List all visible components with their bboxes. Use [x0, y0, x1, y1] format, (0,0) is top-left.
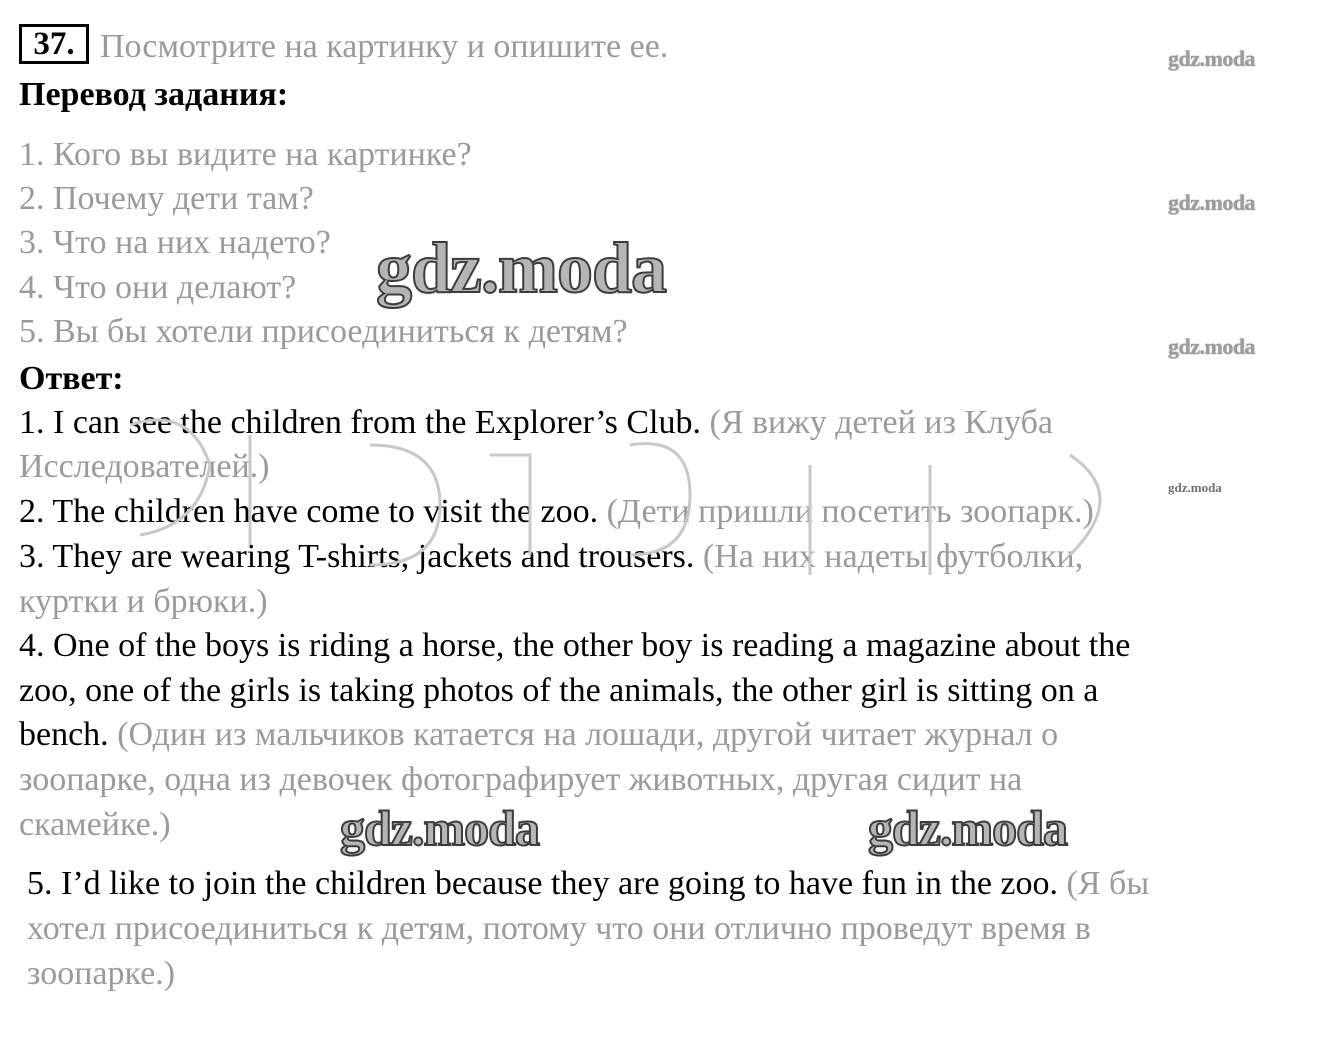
question-4: 4. Что они делают? — [19, 269, 297, 306]
watermark-small-2: gdz.moda — [1168, 190, 1256, 215]
answer-4-line-5: скамейке.) — [19, 806, 171, 843]
answer-5-line-3: зоопарке.) — [27, 955, 176, 992]
answer-3-line-1 — [19, 534, 1083, 579]
answer-2-russian: (Дети пришли посетить зоопарк.) — [606, 493, 1094, 530]
answer-4-line-1: 4. One of the boys is riding a horse, the other boy is reading a magazine about the — [19, 627, 1131, 664]
question-1: 1. Кого вы видите на картинке? — [19, 136, 472, 173]
answer-4-line-3 — [19, 712, 1058, 757]
answer-3-russian: (На них надеты футболки, — [702, 538, 1084, 575]
answer-5-english: 5. I’d like to join the children because they are going to have fun in the zoo. — [27, 865, 1059, 902]
answer-4-line-4: зоопарке, одна из девочек фотографирует животных, другая сидит на — [19, 761, 1023, 798]
answer-4-russian: (Один из мальчиков катается на лошади, другой читает журнал о — [117, 716, 1059, 753]
answer-5-russian: (Я бы — [1066, 865, 1150, 902]
answer-1-line-1 — [19, 400, 1053, 445]
answer-5-line-2: хотел присоединиться к детям, потому что они отлично проведут время в — [27, 910, 1091, 947]
answer-2-line — [19, 489, 1094, 534]
answer-1-english: 1. I can see the children from the Explorer’s Club. — [19, 404, 701, 441]
answer-1-line-2: Исследователей.) — [19, 448, 270, 485]
answer-3-english: 3. They are wearing T-shirts, jackets and trousers. — [19, 538, 695, 575]
question-2: 2. Почему дети там? — [19, 180, 314, 217]
watermark-large-2: gdz.moda — [340, 800, 539, 856]
task-instruction: Посмотрите на картинку и опишите ее. — [100, 28, 669, 65]
translation-heading: Перевод задания: — [19, 76, 289, 113]
watermark-small-1: gdz.moda — [1168, 46, 1256, 71]
answer-5-line-1 — [27, 861, 1149, 906]
answer-4-line-2: zoo, one of the girls is taking photos of the animals, the other girl is sitting on a — [19, 672, 1099, 709]
answer-1-russian: (Я вижу детей из Клуба — [709, 404, 1053, 441]
question-3: 3. Что на них надето? — [19, 224, 331, 261]
answer-2-english: 2. The children have come to visit the zoo. — [19, 493, 599, 530]
answer-heading: Ответ: — [19, 360, 124, 397]
watermark-tiny: gdz.moda — [1168, 480, 1222, 495]
watermark-large-1: gdz.moda — [376, 228, 667, 308]
answer-4-english-end: bench. — [19, 716, 109, 753]
watermark-small-3: gdz.moda — [1168, 334, 1256, 359]
answer-3-line-2: куртки и брюки.) — [19, 583, 268, 620]
watermark-large-3: gdz.moda — [868, 800, 1067, 856]
question-5: 5. Вы бы хотели присоединиться к детям? — [19, 313, 628, 350]
task-number-box: 37. — [19, 24, 89, 64]
